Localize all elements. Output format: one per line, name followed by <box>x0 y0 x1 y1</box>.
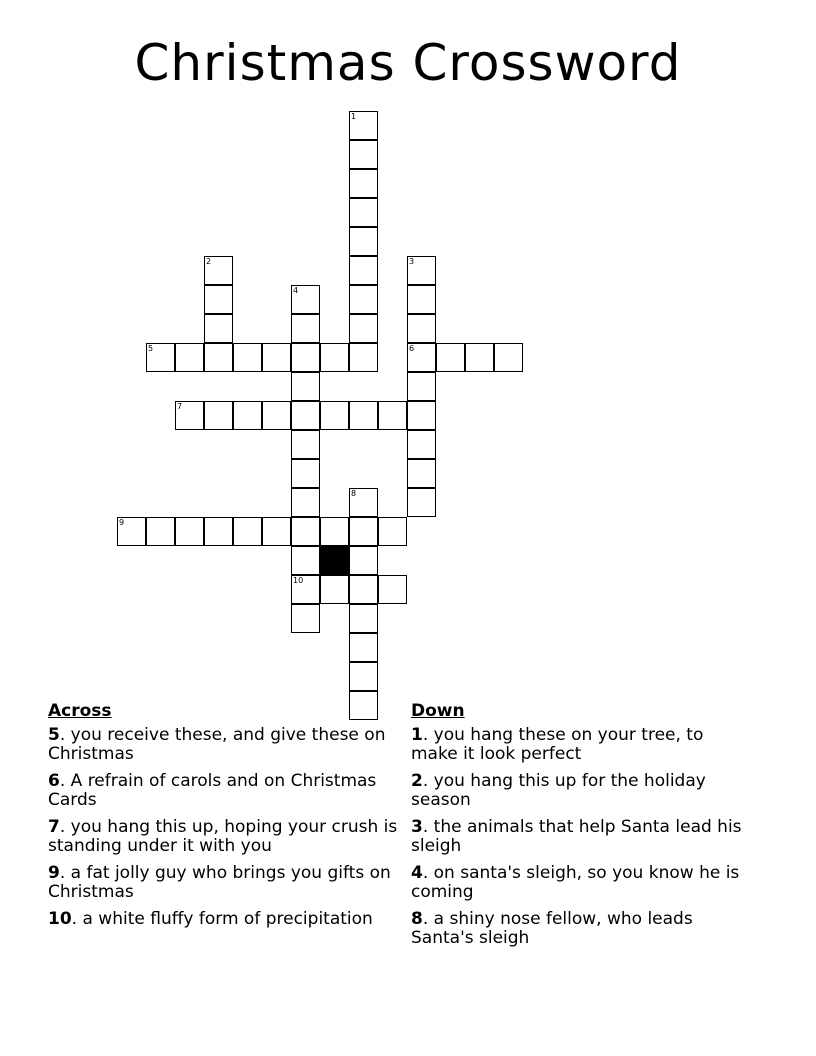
grid-cell[interactable] <box>291 488 320 517</box>
grid-cell[interactable] <box>349 401 378 430</box>
down-clue: 8. a shiny nose fellow, who leads Santa's sleigh <box>411 909 693 948</box>
grid-cell[interactable] <box>349 662 378 691</box>
grid-cell[interactable] <box>291 430 320 459</box>
grid-cell[interactable] <box>378 517 407 546</box>
grid-cell[interactable] <box>291 372 320 401</box>
grid-cell[interactable] <box>291 285 320 314</box>
grid-cell[interactable] <box>262 517 291 546</box>
grid-cell[interactable] <box>436 343 465 372</box>
grid-cell[interactable] <box>320 343 349 372</box>
grid-cell[interactable] <box>320 575 349 604</box>
grid-cell[interactable] <box>233 401 262 430</box>
grid-cell[interactable] <box>320 401 349 430</box>
page-title: Christmas Crossword <box>134 34 682 92</box>
grid-block-cell <box>320 546 349 575</box>
grid-cell[interactable] <box>233 517 262 546</box>
down-heading: Down <box>411 701 465 721</box>
grid-cell[interactable] <box>117 517 146 546</box>
grid-cell[interactable] <box>262 401 291 430</box>
grid-cell[interactable] <box>407 372 436 401</box>
grid-cell[interactable] <box>349 575 378 604</box>
grid-cell[interactable] <box>204 343 233 372</box>
grid-cell[interactable] <box>175 517 204 546</box>
grid-cell[interactable] <box>349 488 378 517</box>
grid-cell[interactable] <box>291 546 320 575</box>
grid-cell[interactable] <box>349 633 378 662</box>
grid-cell[interactable] <box>204 285 233 314</box>
grid-cell[interactable] <box>407 256 436 285</box>
grid-cell[interactable] <box>175 401 204 430</box>
down-clue: 1. you hang these on your tree, to make it look perfect <box>411 725 704 764</box>
down-clue: 2. you hang this up for the holiday season <box>411 771 706 810</box>
grid-cell[interactable] <box>349 140 378 169</box>
grid-cell[interactable] <box>291 604 320 633</box>
grid-cell[interactable] <box>407 285 436 314</box>
clue-number: 4 <box>293 286 299 295</box>
clue-number: 1 <box>351 112 357 121</box>
across-clues <box>48 702 398 937</box>
grid-cell[interactable] <box>349 517 378 546</box>
grid-cell[interactable] <box>233 343 262 372</box>
grid-cell[interactable] <box>291 343 320 372</box>
clue-number: 5 <box>148 344 154 353</box>
down-clue: 4. on santa's sleigh, so you know he is coming <box>411 863 740 902</box>
down-clues <box>411 702 751 956</box>
grid-cell[interactable] <box>407 401 436 430</box>
across-clue: 10. a white fluffy form of precipitation <box>48 909 373 929</box>
grid-cell[interactable] <box>204 256 233 285</box>
grid-cell[interactable] <box>291 401 320 430</box>
grid-cell[interactable] <box>349 169 378 198</box>
across-clue: 7. you hang this up, hoping your crush is standing under it with you <box>48 817 398 856</box>
grid-cell[interactable] <box>349 546 378 575</box>
grid-cell[interactable] <box>146 517 175 546</box>
clue-number: 10 <box>293 576 304 585</box>
grid-cell[interactable] <box>349 256 378 285</box>
grid-cell[interactable] <box>407 314 436 343</box>
grid-cell[interactable] <box>378 575 407 604</box>
grid-cell[interactable] <box>349 198 378 227</box>
clue-number: 2 <box>206 257 212 266</box>
grid-cell[interactable] <box>349 227 378 256</box>
grid-cell[interactable] <box>204 517 233 546</box>
grid-cell[interactable] <box>291 314 320 343</box>
grid-cell[interactable] <box>407 488 436 517</box>
clue-number: 3 <box>409 257 415 266</box>
grid-cell[interactable] <box>494 343 523 372</box>
grid-cell[interactable] <box>291 575 320 604</box>
clue-number: 6 <box>409 344 415 353</box>
grid-cell[interactable] <box>465 343 494 372</box>
grid-cell[interactable] <box>349 314 378 343</box>
across-clue: 9. a fat jolly guy who brings you gifts on Christmas <box>48 863 391 902</box>
clue-number: 7 <box>177 402 183 411</box>
grid-cell[interactable] <box>291 517 320 546</box>
grid-cell[interactable] <box>204 314 233 343</box>
grid-cell[interactable] <box>407 430 436 459</box>
grid-cell[interactable] <box>349 604 378 633</box>
grid-cell[interactable] <box>320 517 349 546</box>
across-clue: 5. you receive these, and give these on Christmas <box>48 725 386 764</box>
grid-cell[interactable] <box>349 285 378 314</box>
clue-number: 8 <box>351 489 357 498</box>
down-clue: 3. the animals that help Santa lead his sleigh <box>411 817 742 856</box>
grid-cell[interactable] <box>349 343 378 372</box>
grid-cell[interactable] <box>204 401 233 430</box>
grid-cell[interactable] <box>378 401 407 430</box>
across-heading: Across <box>48 701 112 721</box>
across-clue: 6. A refrain of carols and on Christmas Cards <box>48 771 377 810</box>
grid-cell[interactable] <box>407 459 436 488</box>
grid-cell[interactable] <box>349 111 378 140</box>
grid-cell[interactable] <box>146 343 175 372</box>
grid-cell[interactable] <box>291 459 320 488</box>
clue-number: 9 <box>119 518 125 527</box>
grid-cell[interactable] <box>175 343 204 372</box>
grid-cell[interactable] <box>407 343 436 372</box>
grid-cell[interactable] <box>262 343 291 372</box>
